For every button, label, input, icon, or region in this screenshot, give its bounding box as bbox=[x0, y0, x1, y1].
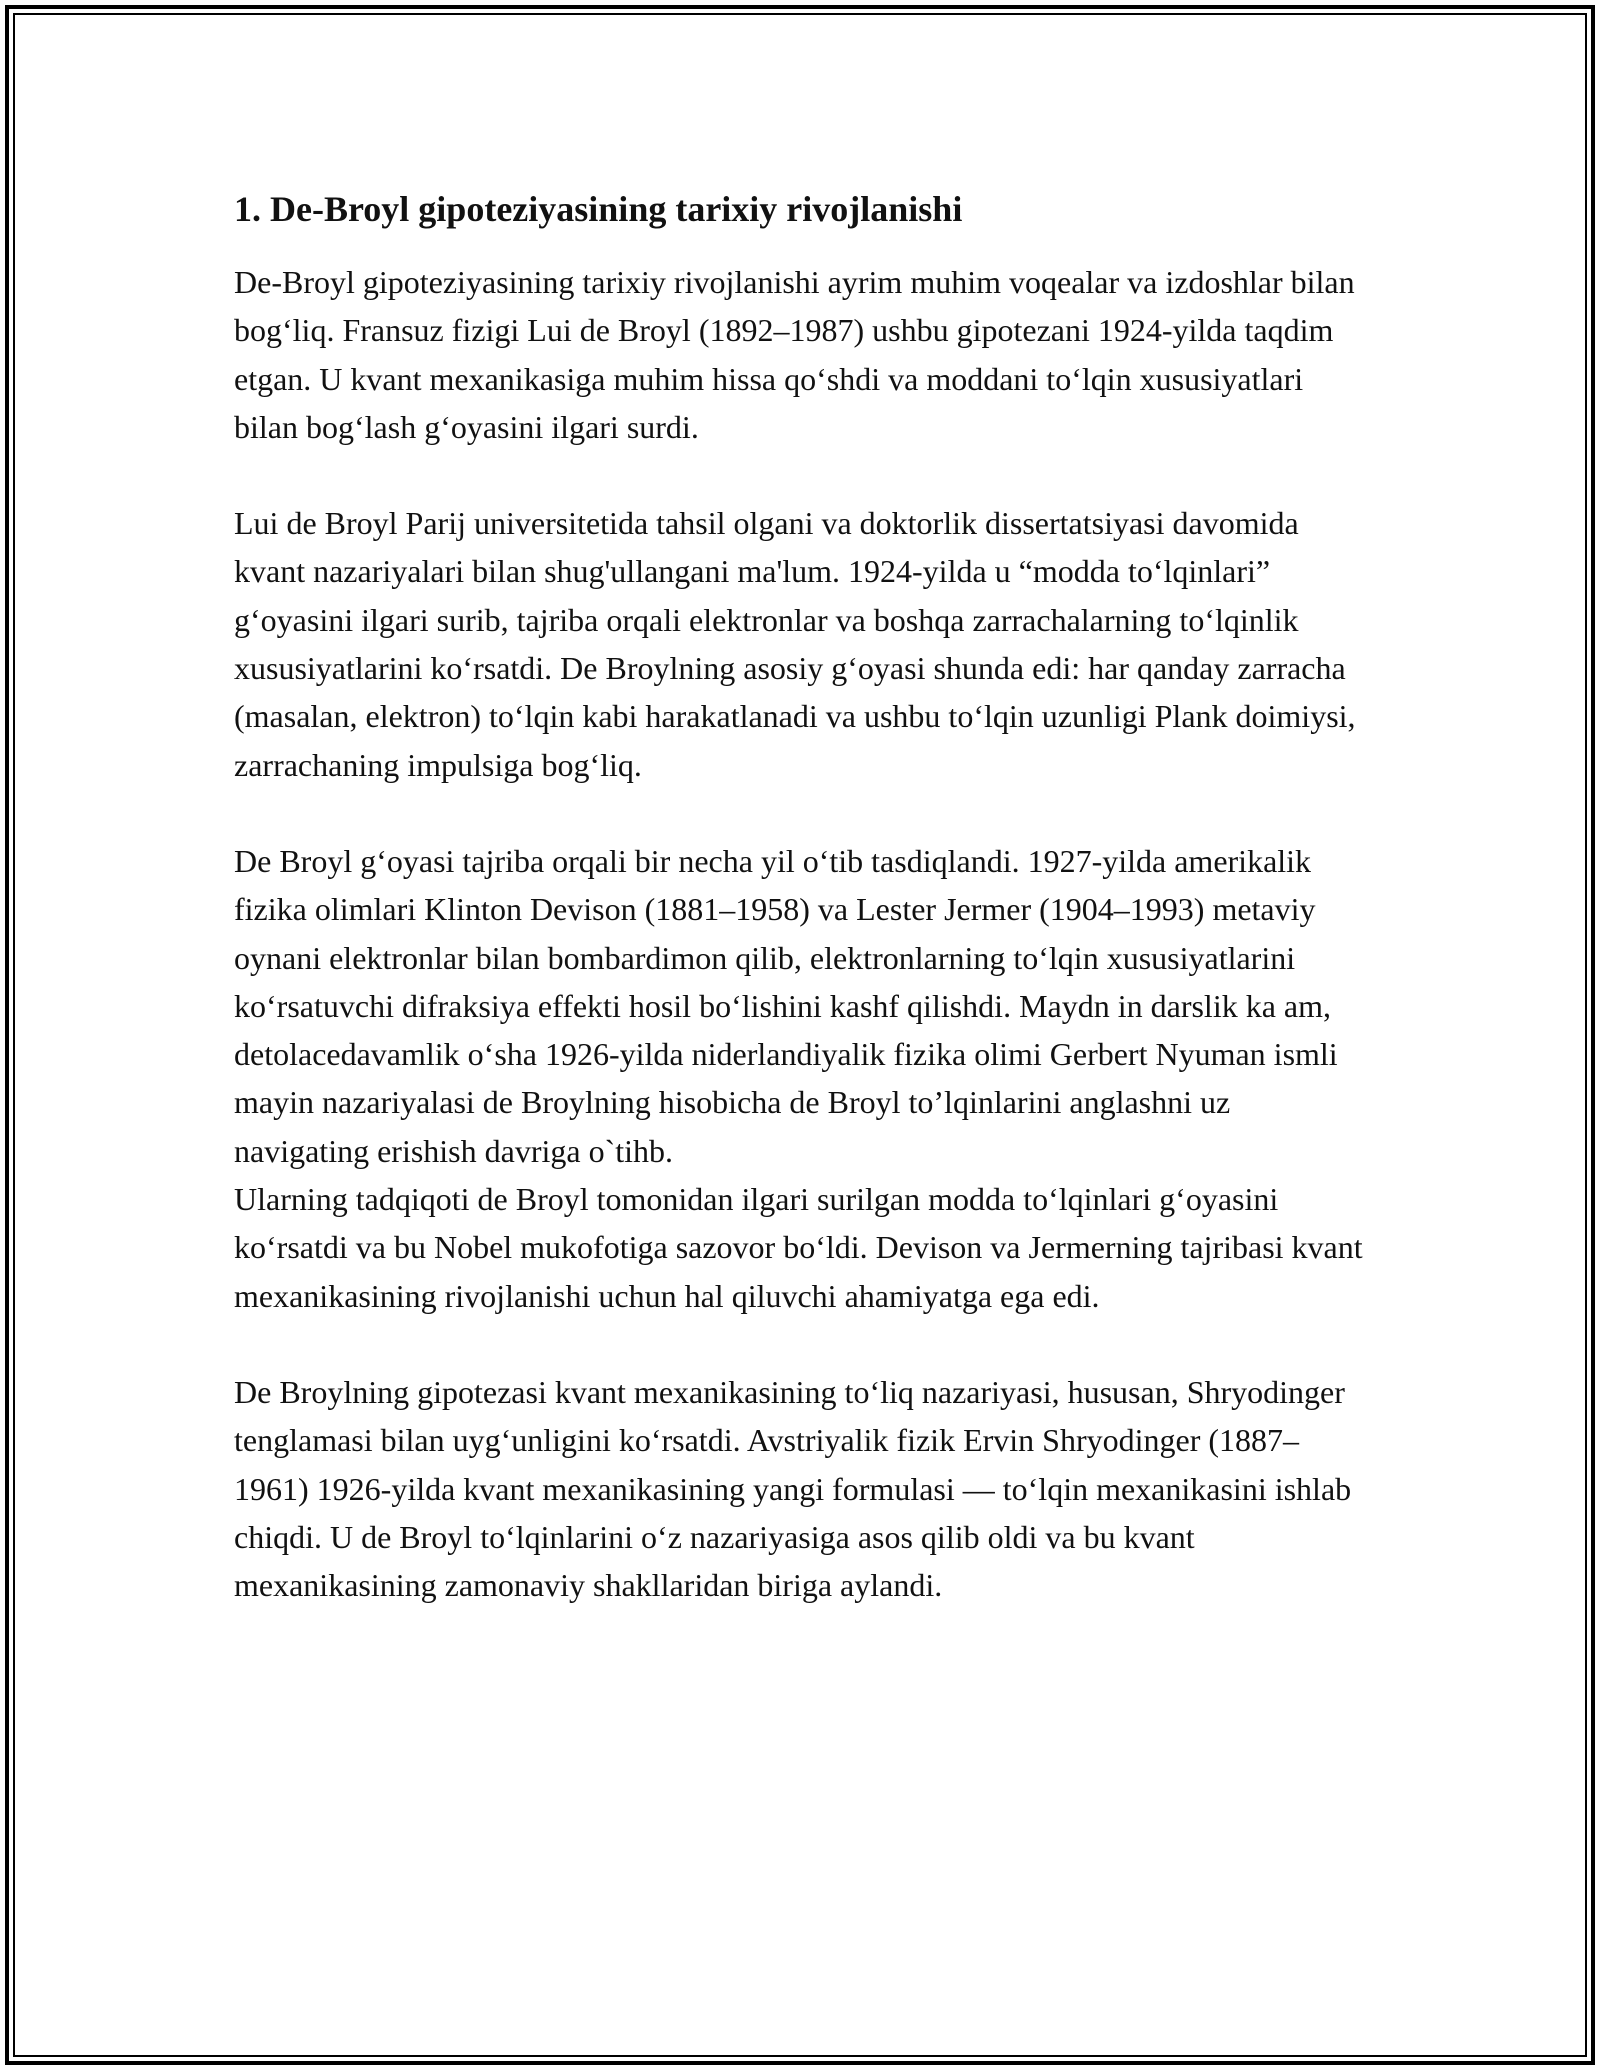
paragraph-spacer bbox=[234, 451, 1364, 499]
paragraph-biography: Lui de Broyl Parij universitetida tahsil olgani va doktorlik dissertatsiyasi davomida kvant nazariyalari bilan shug'ullangani ma'lum. 1924-yilda u “modda to‘lqinlari” g‘oyasini ilgari surib, tajriba orqali elektronlar va boshqa zarrachalarning to‘lqinlik xususiyatlarini ko‘rsatdi. De Broylning asosiy g‘oyasi shunda edi: har qanday zarracha (masalan, elektron) to‘lqin kabi harakatlanadi va ushbu to‘lqin uzunligi Plank doimiysi, zarrachaning impulsiga bog‘liq. bbox=[234, 505, 1356, 783]
paragraph-spacer bbox=[234, 789, 1364, 837]
paragraph-spacer bbox=[234, 1320, 1364, 1368]
paragraph-experiment: De Broyl g‘oyasi tajriba orqali bir necha yil o‘tib tasdiqlandi. 1927-yilda amerikalik fizika olimlari Klinton Devison (1881–1958) va Lester Jermer (1904–1993) metaviy oynani elektronlar bilan bombardimon qilib, elektronlarning to‘lqin xususiyatlarini ko‘rsatuvchi difraksiya effekti hosil bo‘lishini kashf qilishdi. Maydn in darslik ka am, detolacedavamlik o‘sha 1926-yilda niderlandiyalik fizika olimi Gerbert Nyuman ismli mayin nazariyalasi de Broylning hisobicha de Broyl to’lqinlarini anglashni uz navigating erishish davriga o`tihb. bbox=[234, 842, 1338, 1169]
document-body bbox=[234, 186, 1364, 1609]
paragraph-recognition: Ularning tadqiqoti de Broyl tomonidan ilgari surilgan modda to‘lqinlari g‘oyasini ko‘rsatdi va bu Nobel mukofotiga sazovor bo‘ldi. Devison va Jermerning tajribasi kvant mexanikasining rivojlanishi uchun hal qiluvchi ahamiyatga ega edi. bbox=[234, 1181, 1363, 1314]
section-heading: 1. De-Broyl gipoteziyasining tarixiy rivojlanishi bbox=[234, 189, 963, 229]
paragraph-intro: De-Broyl gipoteziyasining tarixiy rivojlanishi ayrim muhim voqealar va izdoshlar bilan bog‘liq. Fransuz fizigi Lui de Broyl (1892–1987) ushbu gipotezani 1924-yilda taqdim etgan. U kvant mexanikasiga muhim hissa qo‘shdi va moddani to‘lqin xususiyatlari bilan bog‘lash g‘oyasini ilgari surdi. bbox=[234, 264, 1355, 445]
paragraph-schrodinger: De Broylning gipotezasi kvant mexanikasining to‘liq nazariyasi, hususan, Shryodinger tenglamasi bilan uyg‘unligini ko‘rsatdi. Avstriyalik fizik Ervin Shryodinger (1887–1961) 1926-yilda kvant mexanikasining yangi formulasi — to‘lqin mexanikasini ishlab chiqdi. U de Broyl to‘lqinlarini o‘z nazariyasiga asos qilib oldi va bu kvant mexanikasining zamonaviy shakllaridan biriga aylandi. bbox=[234, 1373, 1352, 1604]
